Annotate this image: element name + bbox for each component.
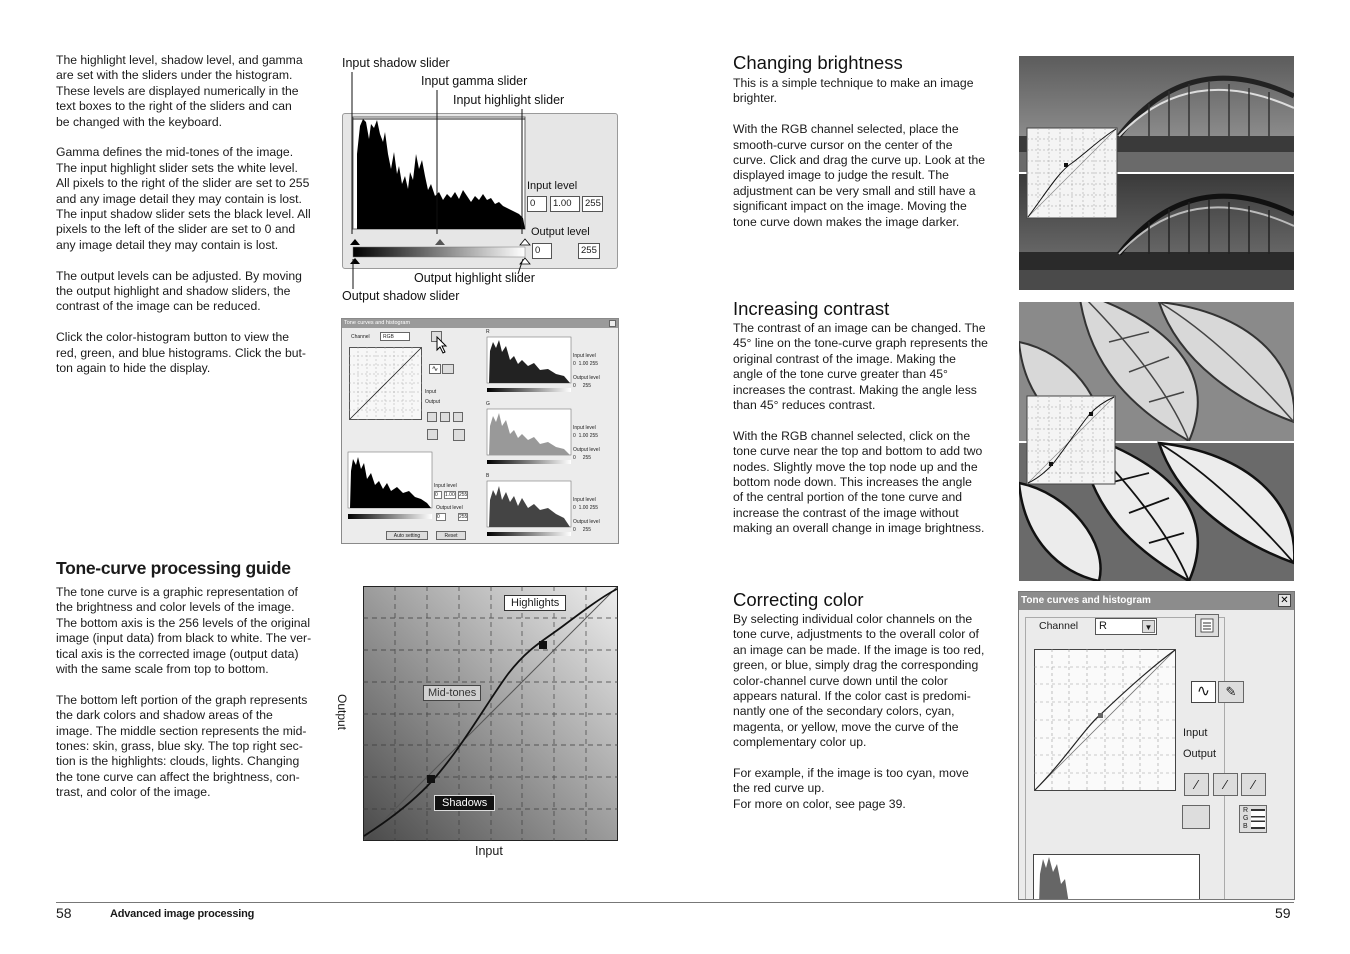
dialog-small-titlebar — [342, 319, 618, 328]
correcting-color-text: By selecting individual color channels on the tone curve, adjustments to the overall color of an image can be made. If the image is too red, green, or blue, simply drag the corresponding color-channel curve down until the color appears natural. If the color cast is predomi- nantly one of the secondary colors, cyan, magenta, or yellow, move the curve of the complementary color up. For example, if the image is too cyan, move the red curve up. For more on color, see page 39. — [733, 612, 985, 811]
small-input-shadow-field[interactable]: 0 — [434, 491, 442, 499]
shadows-label: Shadows — [434, 795, 495, 811]
r-input-values: 0 1.00 255 — [573, 361, 599, 367]
tone-curve-graph — [363, 586, 618, 841]
freehand-tool-large-icon[interactable]: ✎ — [1218, 681, 1244, 703]
input-highlight-field[interactable]: 255 — [582, 196, 603, 212]
small-output-highlight-field[interactable]: 255 — [459, 514, 468, 520]
leaves-photo-drawing — [1019, 302, 1294, 581]
callout-input-shadow: Input shadow slider — [342, 56, 450, 70]
highlights-label: Highlights — [504, 595, 566, 611]
curve-input-label-large: Input — [1183, 727, 1208, 739]
close-icon[interactable]: ✕ — [1278, 594, 1291, 607]
rgb-histogram-panel — [482, 329, 614, 539]
r-output-level-label: Output level — [573, 375, 600, 381]
channel-letter-b: B — [486, 473, 490, 479]
tone-curve-heading: Tone-curve processing guide — [56, 558, 291, 578]
small-histogram-rgb — [347, 451, 437, 526]
dialog-large-title: Tone curves and histogram — [1021, 595, 1151, 606]
small-output-shadow-field[interactable]: 0 — [436, 513, 446, 521]
g-histogram — [482, 408, 612, 470]
large-histogram-partial — [1033, 854, 1201, 900]
cursor-arrow-icon — [436, 336, 448, 354]
curve-save-icon[interactable] — [427, 429, 438, 440]
channel-letter-g: G — [486, 401, 490, 407]
callout-lines — [340, 52, 625, 307]
smooth-curve-tool-large-icon[interactable]: ∿ — [1191, 681, 1216, 703]
r-histogram — [482, 336, 612, 398]
large-curve-graph — [1034, 649, 1176, 791]
g-output-level-label: Output level — [573, 447, 600, 453]
graph-xlabel: Input — [475, 844, 503, 858]
increasing-contrast-text: The contrast of an image can be changed. The 45° line on the tone-curve graph represents the original contrast of the image. Making the angle of the tone curve greater than 45° increases the contrast. Making the angle less than 45° reduces contrast. With the RGB channel selected, click on the tone curve near the top and bottom to add two nodes. Slightly move the top node up and the bottom node down. This increases the angle of the central portion of the tone curve and increase the contrast of the image without making an overall change in image brightness. — [733, 321, 988, 536]
color-histogram-button-large[interactable] — [1195, 614, 1219, 637]
curve-output-label-large: Output — [1183, 748, 1217, 760]
midtones-label: Mid-tones — [423, 685, 481, 701]
page-number-left: 58 — [56, 905, 72, 921]
white-point-eyedropper-large-icon[interactable]: ⁄ — [1241, 773, 1266, 796]
b-histogram — [482, 480, 612, 542]
small-input-level-label: Input level — [434, 483, 457, 489]
b-input-values: 0 1.00 255 — [573, 505, 599, 511]
auto-setting-button[interactable]: Auto setting — [386, 531, 428, 540]
freehand-tool-icon[interactable] — [442, 364, 454, 374]
black-point-eyedropper-icon[interactable] — [427, 412, 437, 422]
channel-letter-r: R — [486, 329, 490, 335]
g-output-values: 0 255 — [573, 455, 592, 461]
rgb-display-icon[interactable] — [453, 429, 465, 441]
input-shadow-field[interactable]: 0 — [527, 196, 547, 212]
dialog-small-title: Tone curves and histogram — [344, 320, 411, 326]
small-input-gamma-field[interactable]: 1.00 — [445, 492, 455, 498]
black-point-eyedropper-large-icon[interactable]: ⁄ — [1184, 773, 1209, 796]
smooth-curve-tool-icon[interactable]: ∿ — [429, 364, 441, 374]
histogram-icon — [1196, 615, 1218, 636]
input-gamma-field[interactable]: 1.00 — [550, 196, 580, 212]
channel-select-value: R — [1099, 620, 1107, 632]
list-icon — [1251, 809, 1265, 829]
curve-input-label: Input — [425, 389, 437, 395]
small-output-level-label: Output level — [436, 505, 463, 511]
white-point-eyedropper-icon[interactable] — [453, 412, 463, 422]
intro-text: The highlight level, shadow level, and gamma are set with the sliders under the histogram. These levels are displayed numerically in the text boxes to the right of the sliders and can be changed with the keyboard. Gamma defines the mid-tones of the image. The input highlight slider sets the white level. All pixels to the right of the slider are set to 255 and any image detail they may contain is lost. The input shadow slider sets the black level. All pixels to the left of the slider are set to 0 and any image detail they may contain is lost. The output levels can be adjusted. By moving the output highlight and shadow sliders, the contrast of the image can be reduced. Click the color-histogram button to view the red, green, and blue histograms. Click the but- ton again to hide the display. — [56, 53, 311, 376]
output-highlight-field[interactable]: 255 — [578, 243, 600, 259]
tone-curves-dialog-large — [1018, 591, 1295, 900]
output-shadow-field[interactable]: 0 — [532, 243, 552, 259]
gray-point-eyedropper-large-icon[interactable]: ⁄ — [1213, 773, 1238, 796]
gray-point-eyedropper-icon[interactable] — [440, 412, 450, 422]
callout-input-highlight: Input highlight slider — [453, 93, 565, 107]
bridge-photo — [1019, 56, 1294, 290]
channel-label-large: Channel — [1039, 620, 1079, 632]
small-curve-graph — [349, 347, 423, 421]
changing-brightness-heading: Changing brightness — [733, 52, 903, 73]
correcting-color-heading: Correcting color — [733, 589, 864, 610]
channel-select-large[interactable] — [1095, 618, 1157, 635]
dialog-large-titlebar — [1019, 592, 1294, 610]
rgb-letter-b: B — [1243, 823, 1248, 830]
curve-save-large-icon[interactable] — [1182, 805, 1210, 829]
b-output-values: 0 255 — [573, 527, 592, 533]
callout-output-shadow: Output shadow slider — [342, 289, 460, 303]
rgb-letter-r: R — [1243, 807, 1249, 814]
rgb-letter-g: G — [1243, 815, 1249, 822]
b-input-level-label: Input level — [573, 497, 596, 503]
output-level-label: Output level — [531, 226, 590, 238]
graph-ylabel: Output — [335, 693, 350, 731]
chevron-down-icon[interactable]: ▼ — [1142, 620, 1155, 633]
curve-output-label: Output — [425, 399, 441, 405]
tone-curves-dialog-small — [341, 318, 619, 544]
input-level-label: Input level — [527, 180, 578, 192]
reset-button[interactable]: Reset — [436, 531, 466, 540]
g-input-level-label: Input level — [573, 425, 596, 431]
bridge-photo-drawing — [1019, 56, 1294, 290]
b-output-level-label: Output level — [573, 519, 600, 525]
footer-rule — [56, 902, 1294, 903]
small-input-highlight-field[interactable]: 255 — [459, 492, 468, 498]
close-icon[interactable] — [609, 320, 616, 327]
leaves-photo — [1019, 302, 1294, 581]
tone-curve-text: The tone curve is a graphic representation of the brightness and color levels of the image. The bottom axis is the 256 levels of the original image (input data) from black to white. The ver- tical axis is the corrected image (output data) with the same scale from top to bottom. The bottom left portion of the graph represents the dark colors and shadow areas of the image. The middle section represents the mid- tones: skin, grass, blue sky. The top right sec- tion is the highlights: clouds, lights. Changing the tone curve can affect the brightness, con- trast, and color of the image. — [56, 585, 312, 800]
r-output-values: 0 255 — [573, 383, 592, 389]
callout-input-gamma: Input gamma slider — [421, 74, 528, 88]
rgb-display-large-icon[interactable] — [1239, 805, 1267, 833]
footer-title: Advanced image processing — [110, 908, 255, 920]
changing-brightness-text: This is a simple technique to make an image brighter. With the RGB channel selected, place the smooth-curve cursor on the center of the curve. Click and drag the curve up. Look at the displayed image to judge the result. The adjustment can be very small and still have a significant impact on the image. Moving the tone curve down makes the image darker. — [733, 76, 986, 229]
increasing-contrast-heading: Increasing contrast — [733, 298, 890, 319]
g-input-values: 0 1.00 255 — [573, 433, 599, 439]
channel-label: Channel — [351, 334, 370, 340]
channel-select[interactable]: RGB — [380, 332, 410, 341]
page-number-right: 59 — [1275, 905, 1291, 921]
histogram-figure — [340, 52, 625, 307]
callout-output-highlight: Output highlight slider — [414, 271, 535, 285]
r-input-level-label: Input level — [573, 353, 596, 359]
